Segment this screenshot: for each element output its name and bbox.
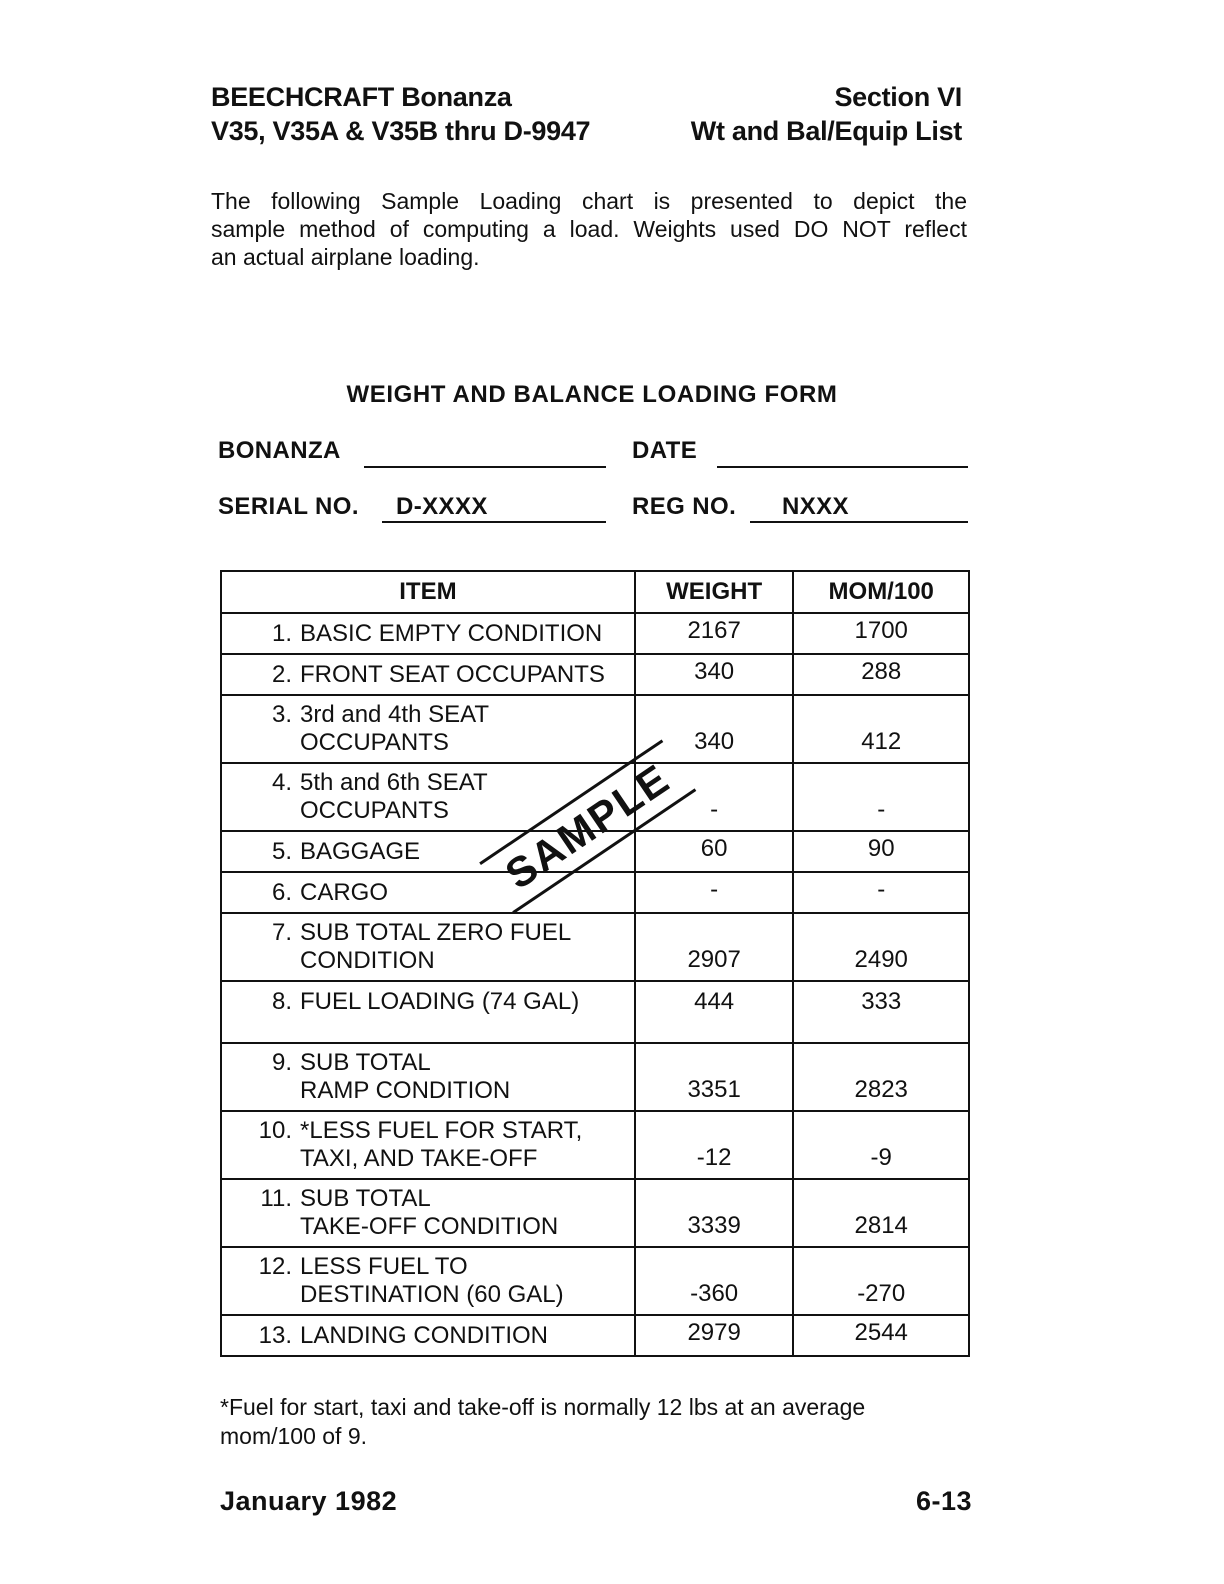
header-section: Section VI bbox=[834, 82, 962, 112]
date-field[interactable] bbox=[717, 438, 968, 468]
weight-cell: -360 bbox=[635, 1247, 794, 1315]
item-cell bbox=[221, 1315, 635, 1356]
item-content bbox=[246, 1253, 634, 1309]
weight-cell: 2907 bbox=[635, 913, 794, 981]
form-title: WEIGHT AND BALANCE LOADING FORM bbox=[346, 381, 838, 408]
footnote bbox=[220, 1393, 972, 1451]
item-content bbox=[246, 1117, 634, 1173]
item-content bbox=[246, 1049, 634, 1105]
intro-line: an actual airplane loading. bbox=[211, 244, 480, 270]
mom-cell: 2814 bbox=[793, 1179, 969, 1247]
weight-cell: 2979 bbox=[635, 1315, 794, 1356]
item-description bbox=[300, 988, 634, 1016]
date-label: DATE bbox=[632, 437, 698, 464]
item-description bbox=[300, 701, 634, 757]
intro-line: The following Sample Loading chart is presented to depict the bbox=[211, 188, 967, 214]
weight-cell: 340 bbox=[635, 695, 794, 763]
item-content bbox=[246, 919, 634, 975]
item-number: 4. bbox=[271, 769, 292, 796]
item-cell bbox=[221, 695, 635, 763]
mom-cell: -270 bbox=[793, 1247, 969, 1315]
header-section-title: Wt and Bal/Equip List bbox=[690, 116, 962, 146]
table-row bbox=[221, 654, 969, 695]
column-header-item: ITEM bbox=[221, 571, 635, 613]
item-line: CARGO bbox=[300, 878, 389, 906]
table-row bbox=[221, 695, 969, 763]
header-right bbox=[691, 80, 962, 148]
table-header-row bbox=[221, 571, 969, 613]
table-row bbox=[221, 913, 969, 981]
item-line: BASIC EMPTY CONDITION bbox=[300, 619, 603, 647]
footer-date: January 1982 bbox=[220, 1486, 398, 1516]
item-number: 12. bbox=[258, 1253, 292, 1280]
item-description bbox=[300, 1322, 634, 1350]
mom-cell: 288 bbox=[793, 654, 969, 695]
item-line: 5th and 6th SEAT bbox=[300, 769, 488, 796]
item-number: 3. bbox=[271, 701, 292, 728]
mom-cell: 2823 bbox=[793, 1043, 969, 1111]
item-description bbox=[300, 620, 634, 648]
item-cell bbox=[221, 1179, 635, 1247]
loading-table bbox=[220, 570, 970, 1357]
serial-label: SERIAL NO. bbox=[218, 493, 359, 520]
item-description bbox=[300, 661, 634, 689]
header-manual-title: BEECHCRAFT Bonanza bbox=[211, 82, 512, 112]
weight-cell: - bbox=[635, 872, 794, 913]
weight-cell: - bbox=[635, 763, 794, 831]
weight-cell: -12 bbox=[635, 1111, 794, 1179]
item-line: SUB TOTAL bbox=[300, 1049, 431, 1076]
item-number: 9. bbox=[271, 1049, 292, 1076]
item-number: 7. bbox=[271, 919, 292, 946]
table-row bbox=[221, 981, 969, 1043]
item-content bbox=[246, 988, 634, 1016]
serial-field[interactable]: D-XXXX bbox=[382, 493, 606, 523]
intro-line: sample method of computing a load. Weights used DO NOT reflect bbox=[211, 216, 967, 242]
mom-cell: 2544 bbox=[793, 1315, 969, 1356]
column-header-weight: WEIGHT bbox=[635, 571, 794, 613]
item-number: 1. bbox=[271, 619, 292, 647]
weight-cell: 60 bbox=[635, 831, 794, 872]
item-description bbox=[300, 1049, 634, 1105]
table-row bbox=[221, 1247, 969, 1315]
item-line: DESTINATION (60 GAL) bbox=[300, 1281, 564, 1308]
weight-cell: 340 bbox=[635, 654, 794, 695]
bonanza-field[interactable] bbox=[364, 438, 606, 468]
table-row bbox=[221, 1111, 969, 1179]
item-line: CONDITION bbox=[300, 947, 435, 974]
item-number: 6. bbox=[271, 878, 292, 906]
item-number: 13. bbox=[258, 1321, 292, 1349]
item-line: BAGGAGE bbox=[300, 837, 421, 865]
table-row bbox=[221, 1179, 969, 1247]
table-row bbox=[221, 872, 969, 913]
item-line: FRONT SEAT OCCUPANTS bbox=[300, 660, 605, 688]
header-left bbox=[211, 80, 590, 148]
item-line: *LESS FUEL FOR START, bbox=[300, 1117, 583, 1144]
item-cell bbox=[221, 1043, 635, 1111]
stamp-text: SAMPLE bbox=[496, 754, 679, 899]
mom-cell: 90 bbox=[793, 831, 969, 872]
item-content bbox=[246, 879, 634, 907]
mom-cell: - bbox=[793, 872, 969, 913]
mom-cell: 1700 bbox=[793, 613, 969, 654]
mom-cell: 2490 bbox=[793, 913, 969, 981]
weight-cell: 444 bbox=[635, 981, 794, 1043]
item-content bbox=[246, 661, 634, 689]
item-description bbox=[300, 1253, 634, 1309]
item-cell bbox=[221, 1247, 635, 1315]
page-number: 6-13 bbox=[915, 1486, 972, 1516]
item-content bbox=[246, 701, 634, 757]
item-content bbox=[246, 1322, 634, 1350]
item-cell bbox=[221, 981, 635, 1043]
item-line: TAXI, AND TAKE-OFF bbox=[300, 1145, 538, 1172]
table-row bbox=[221, 1315, 969, 1356]
item-number: 8. bbox=[271, 988, 292, 1015]
item-content bbox=[246, 620, 634, 648]
item-line: OCCUPANTS bbox=[300, 729, 449, 756]
item-description bbox=[300, 919, 634, 975]
weight-cell: 2167 bbox=[635, 613, 794, 654]
item-content bbox=[246, 1185, 634, 1241]
mom-cell: 333 bbox=[793, 981, 969, 1043]
reg-field[interactable]: NXXX bbox=[750, 493, 968, 523]
item-line: RAMP CONDITION bbox=[300, 1077, 511, 1104]
header-models: V35, V35A & V35B thru D-9947 bbox=[211, 116, 591, 146]
item-line: SUB TOTAL bbox=[300, 1185, 431, 1212]
item-number: 5. bbox=[271, 837, 292, 865]
mom-cell: 412 bbox=[793, 695, 969, 763]
item-description bbox=[300, 1185, 634, 1241]
item-cell bbox=[221, 913, 635, 981]
item-number: 11. bbox=[260, 1185, 292, 1212]
mom-cell: -9 bbox=[793, 1111, 969, 1179]
table-row bbox=[221, 613, 969, 654]
item-cell bbox=[221, 654, 635, 695]
item-line: SUB TOTAL ZERO FUEL bbox=[300, 919, 572, 946]
item-line: OCCUPANTS bbox=[300, 797, 449, 824]
table-row bbox=[221, 1043, 969, 1111]
item-description bbox=[300, 879, 634, 907]
reg-label: REG NO. bbox=[632, 493, 737, 520]
item-cell bbox=[221, 1111, 635, 1179]
column-header-mom: MOM/100 bbox=[793, 571, 969, 613]
weight-cell: 3351 bbox=[635, 1043, 794, 1111]
item-line: FUEL LOADING (74 GAL) bbox=[300, 988, 580, 1015]
item-line: LANDING CONDITION bbox=[300, 1321, 549, 1349]
footnote-line: mom/100 of 9. bbox=[220, 1423, 368, 1449]
weight-cell: 3339 bbox=[635, 1179, 794, 1247]
item-line: 3rd and 4th SEAT bbox=[300, 701, 489, 728]
item-line: LESS FUEL TO bbox=[300, 1253, 468, 1280]
bonanza-label: BONANZA bbox=[218, 437, 341, 464]
item-cell bbox=[221, 613, 635, 654]
item-line: TAKE-OFF CONDITION bbox=[300, 1213, 559, 1240]
footnote-line: *Fuel for start, taxi and take-off is normally 12 lbs at an average bbox=[220, 1394, 866, 1420]
mom-cell: - bbox=[793, 763, 969, 831]
intro-paragraph bbox=[211, 187, 967, 271]
item-description bbox=[300, 1117, 634, 1173]
item-number: 2. bbox=[271, 660, 292, 688]
item-number: 10. bbox=[258, 1117, 292, 1144]
